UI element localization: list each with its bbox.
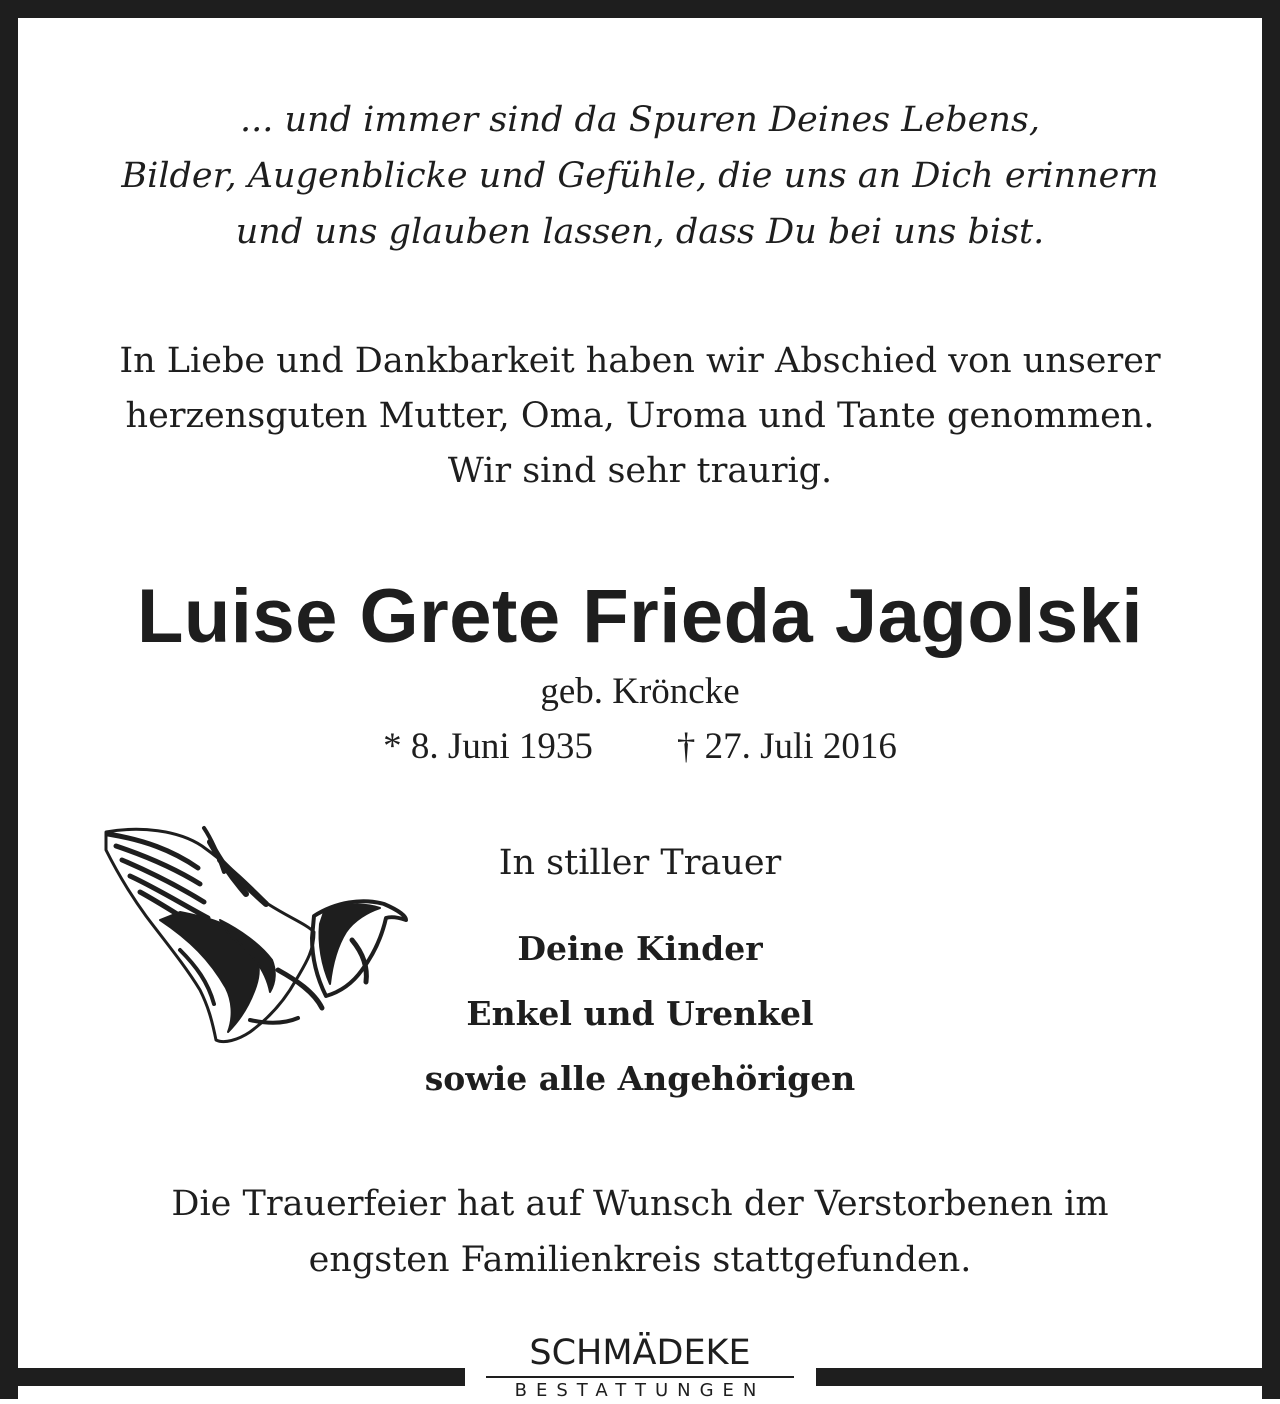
mourning-label: In stiller Trauer [498,843,782,883]
mourner-line: Enkel und Urenkel [466,994,814,1033]
mourner-line: Deine Kinder [517,929,763,968]
frame-left-border [0,0,18,1399]
mourner-line: sowie alle Angehörigen [424,1059,856,1098]
logo-subtitle: BESTATTUNGEN [514,1380,766,1401]
frame-bottom-border-right [816,1368,1280,1386]
logo-name: SCHMÄDEKE [529,1333,751,1373]
birth-date: * 8. Juni 1935 [383,726,593,767]
deceased-name: Luise Grete Frieda Jagolski [136,574,1144,659]
frame-right-border [1262,0,1280,1399]
frame-top-border [0,0,1280,18]
poem-line: ... und immer sind da Spuren Deines Lebens, [240,100,1040,140]
poem-line: und uns glauben lassen, dass Du bei uns bist. [235,212,1045,252]
funeral-notice-line: Die Trauerfeier hat auf Wunsch der Verstorbenen im [171,1184,1109,1224]
life-dates [18,724,1262,770]
funeral-notice-line: engsten Familienkreis stattgefunden. [308,1240,972,1280]
poem [18,92,1262,260]
farewell-text [18,334,1262,499]
farewell-line: herzensguten Mutter, Oma, Uroma und Tante genommen. [125,396,1155,436]
death-date: † 27. Juli 2016 [676,726,897,767]
maiden-name: geb. Kröncke [540,671,740,712]
farewell-line: Wir sind sehr traurig. [447,451,833,491]
frame-bottom-border-left [0,1368,465,1386]
funeral-home-logo [486,1330,794,1404]
mourners-list [18,916,1262,1111]
funeral-notice [18,1176,1262,1288]
farewell-line: In Liebe und Dankbarkeit haben wir Abschied von unserer [119,341,1161,381]
poem-line: Bilder, Augenblicke und Gefühle, die uns an Dich erinnern [121,156,1159,196]
